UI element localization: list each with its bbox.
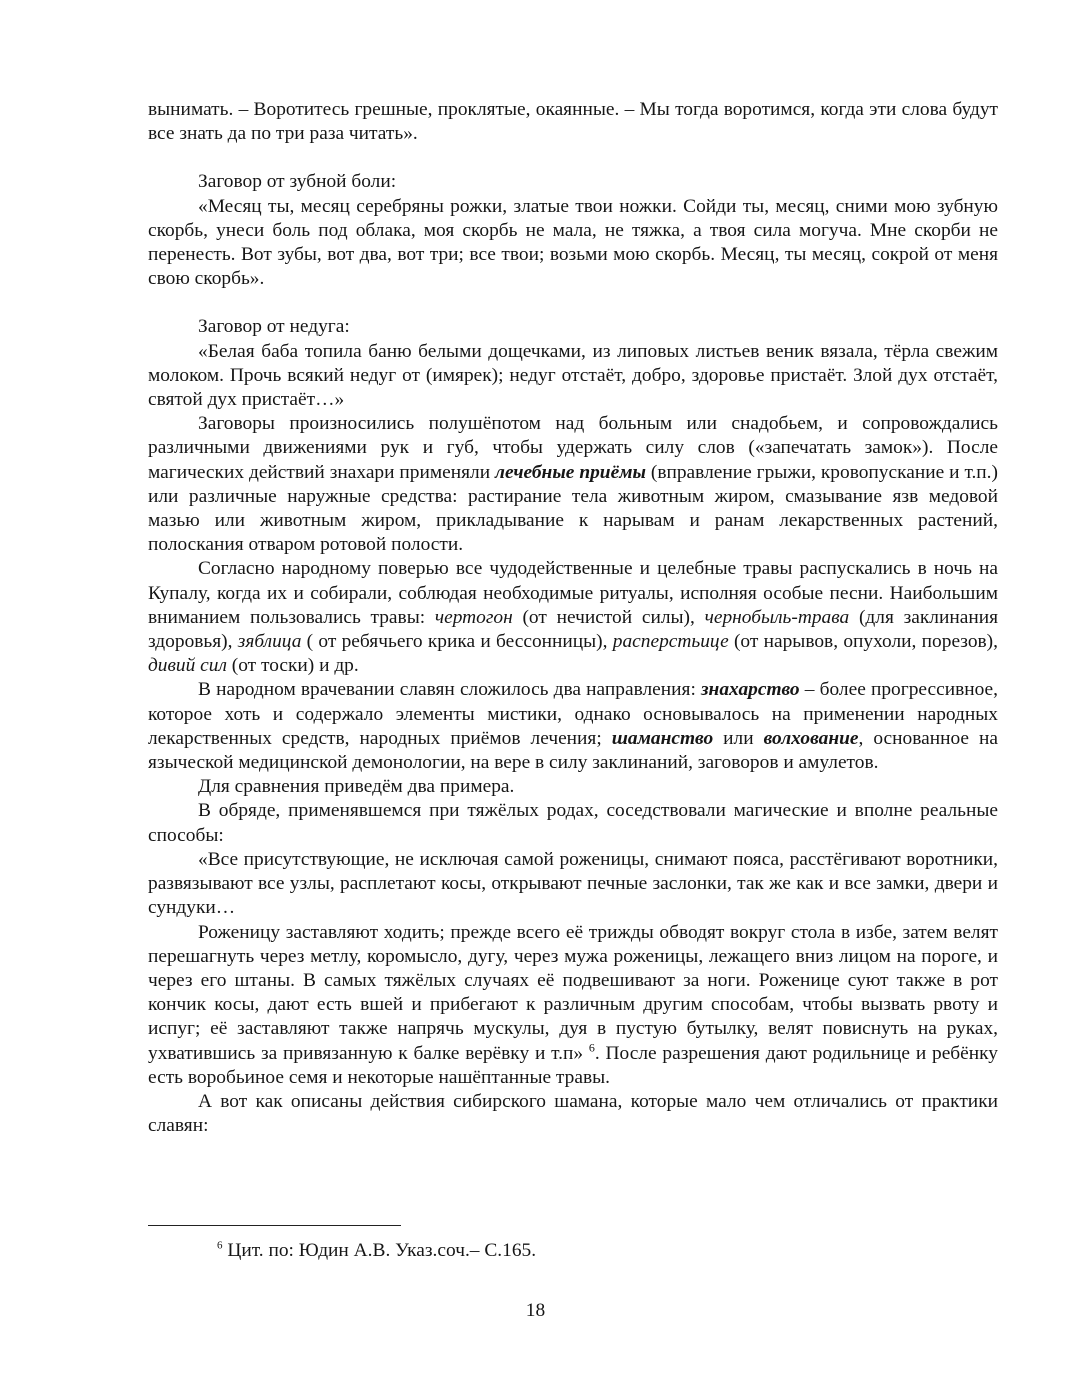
text-run: (от тоски) и др. <box>226 655 359 677</box>
text-run: Согласно народному поверью все чудодейственные и целебные травы распускались в ночь на Купалу, когда их и собирали, соблюдая необходимые ритуалы, исполняя особые песни. Наибольшим вниманием пользовались травы: <box>148 558 998 628</box>
text-run: Роженицу заставляют ходить; прежде всего её трижды обводят вокруг стола в избе, затем велят перешагнуть через метлу, коромысло, дугу, через мужа роженицы, лежащего вниз лицом на пороге, и через его штаны. В самых тяжёлых случаях её подвешивают за ноги. Роженице суют также в рот кончик косы, дают есть вшей и прибегают к различным другим способам, чтобы вызвать рвоту и испуг; её заставляют также напрячь мускулы, дуя в пустую бутылку, велят повиснуть на руках, ухватившись за привязанную к балке верёвку и т.п» <box>148 921 998 1064</box>
blank-line <box>148 146 998 170</box>
footnote-separator <box>148 1225 401 1226</box>
page-number: 18 <box>525 1300 546 1321</box>
term-znakharstvo: знахарство <box>700 679 800 701</box>
herb-name: дивий сил <box>148 655 227 677</box>
footnote-ref[interactable]: 6 <box>588 1040 595 1055</box>
text-run: . После разрешения дают родильнице и ребёнку есть воробьиное семя и некоторые нашёптанные травы. <box>148 1042 998 1088</box>
herb-name: расперстьице <box>612 631 729 653</box>
paragraph-comparison: Для сравнения приведём два примера. <box>198 776 515 798</box>
text-run: Заговоры произносились полушёпотом над больным или снадобьем, и сопровождались различными движениями рук и губ, чтобы удержать силу слов («запечатать замок»). После магических действий знахари применяли <box>148 413 998 483</box>
text-run: (вправление грыжи, кровопускание и т.п.) или различные наружные средства: растирание тела животным жиром, смазывание язв медовой мазью или животным жиром, прикладывание к нарывам и ранам лекарственных растений, полоскания отваром ротовой полости. <box>148 461 998 556</box>
text-run: В народном врачевании славян сложилось два направления: <box>198 679 701 701</box>
text-run: ( от ребячьего крика и бессонницы), <box>301 631 613 653</box>
herb-name: чернобыль-трава <box>704 606 850 628</box>
quote-ritual-2 <box>148 921 998 1090</box>
footnote-text: Цит. по: Юдин А.В. Указ.соч.– С.165. <box>222 1240 537 1261</box>
herb-name: зяблица <box>237 631 302 653</box>
term-healing-methods: лечебные приёмы <box>495 461 646 483</box>
text-run: (для заклинания здоровья), <box>148 606 999 653</box>
text-run: (от нарывов, опухоли, порезов), <box>728 631 998 653</box>
paragraph-charms <box>148 412 998 557</box>
footnote-mark: 6 <box>217 1239 223 1252</box>
heading-illness-charm: Заговор от недуга: <box>198 316 350 338</box>
footnote <box>217 1240 536 1262</box>
paragraph-directions <box>148 678 998 775</box>
paragraph-ritual: В обряде, применявшемся при тяжёлых родах, соседствовали магические и вполне реальные способы: <box>148 800 998 846</box>
paragraph-1: вынимать. – Воротитесь грешные, проклятые, окаянные. – Мы тогда воротимся, когда эти слова будут все знать да по три раза читать». <box>148 99 998 145</box>
text-run: , основанное на языческой медицинской демонологии, на вере в силу заклинаний, заговоров и амулетов. <box>148 727 998 774</box>
page-body <box>148 98 998 1138</box>
text-run: (от нечистой силы), <box>512 606 705 628</box>
herb-name: чертогон <box>434 606 513 628</box>
term-volkhovanie: волхование <box>763 727 859 749</box>
text-run: – более прогрессивное, которое хоть и содержало элементы мистики, однако основывалось на применении народных лекарственных средств, народных приёмов лечения; <box>148 679 998 749</box>
text-run: или <box>713 727 764 749</box>
quote-ritual-1: «Все присутствующие, не исключая самой роженицы, снимают пояса, расстёгивают воротники, развязывают все узлы, расплетают косы, открывают печные заслонки, так же как и все замки, двери и сундуки… <box>148 848 998 919</box>
toothache-charm-text: «Месяц ты, месяц серебряны рожки, златые твои ножки. Сойди ты, месяц, сними мою зубную скорбь, унеси боль под облака, моя скорбь не мала, не тяжка, а твоя сила могуча. Мне скорби не перенесть. Вот зубы, вот два, вот три; все твои; возьми мою скорбь. Месяц, ты месяц, сокрой от меня свою скорбь». <box>148 195 998 290</box>
term-shamanstvo: шаманство <box>611 727 714 749</box>
blank-line <box>148 291 998 315</box>
illness-charm-text: «Белая баба топила баню белыми дощечками, из липовых листьев веник вязала, тёрла свежим молоком. Прочь всякий недуг от (имярек); недуг отстаёт, добро, здоровье пристаёт. Злой дух отстаёт, святой дух пристаёт…» <box>148 340 998 411</box>
heading-toothache-charm: Заговор от зубной боли: <box>198 171 397 193</box>
paragraph-herbs <box>148 557 998 678</box>
paragraph-shaman: А вот как описаны действия сибирского шамана, которые мало чем отличались от практики славян: <box>148 1090 998 1137</box>
